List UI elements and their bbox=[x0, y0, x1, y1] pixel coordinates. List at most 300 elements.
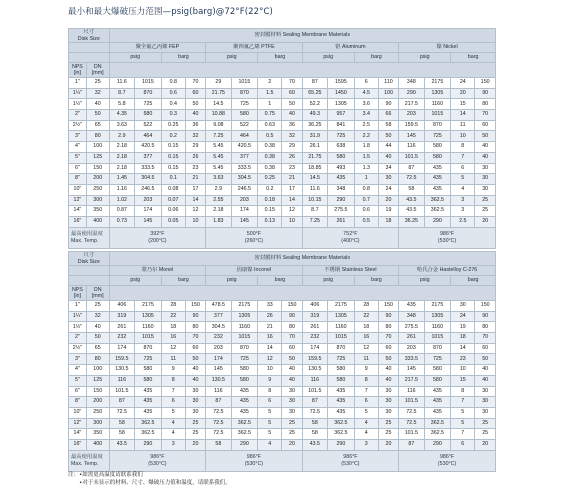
table-cell: 72.5 bbox=[206, 407, 231, 418]
dn-unit: [mm] bbox=[91, 293, 104, 299]
table-cell: 580 bbox=[328, 365, 355, 376]
table-cell: 5 bbox=[161, 407, 185, 418]
table-cell: 150 bbox=[378, 301, 398, 312]
table-cell: 11.6 bbox=[302, 184, 327, 195]
table-cell: 60 bbox=[378, 343, 398, 354]
table-cell: 3.63 bbox=[206, 174, 231, 185]
disk-size-blank bbox=[69, 266, 110, 276]
table-cell: 250 bbox=[86, 184, 109, 195]
table-cell: 725 bbox=[135, 354, 162, 365]
max-temp-value bbox=[399, 450, 496, 471]
barg-header: barg bbox=[451, 53, 496, 63]
max-temp-value bbox=[109, 227, 206, 248]
table-cell: 70 bbox=[185, 333, 205, 344]
disk-size-cn: 尺寸 bbox=[83, 29, 95, 36]
table-cell: 80 bbox=[185, 322, 205, 333]
table-cell: 159.5 bbox=[399, 120, 424, 131]
table-cell: 80 bbox=[282, 322, 302, 333]
table-cell: 17 bbox=[185, 184, 205, 195]
table-cell: 203 bbox=[135, 195, 162, 206]
table-cell: 0.5 bbox=[354, 216, 378, 227]
table-cell: 130.5 bbox=[109, 365, 134, 376]
table-cell: 1.45 bbox=[109, 174, 134, 185]
table-cell: 174 bbox=[231, 206, 258, 217]
table-cell: 580 bbox=[328, 375, 355, 386]
table-cell: 60 bbox=[185, 343, 205, 354]
table-cell: 30 bbox=[378, 174, 398, 185]
table-cell: 32 bbox=[86, 311, 109, 322]
disk-size-blank-2 bbox=[69, 276, 110, 286]
table-cell: 30 bbox=[475, 386, 496, 397]
table-cell: 1015 bbox=[135, 333, 162, 344]
table-cell: 6 bbox=[451, 439, 475, 450]
note-text-2: •对于未显示的材料、尺寸、爆破压力值和温度，请联系我们。 bbox=[79, 479, 231, 486]
table-cell: 24 bbox=[378, 184, 398, 195]
table-cell: 290 bbox=[424, 439, 451, 450]
table-cell: 0.6 bbox=[161, 88, 185, 99]
table-cell: 2175 bbox=[424, 78, 451, 89]
table-cell: 87 bbox=[302, 78, 327, 89]
dn-unit: [mm] bbox=[91, 70, 104, 76]
table-cell: 90 bbox=[185, 311, 205, 322]
table-cell: 20 bbox=[475, 216, 496, 227]
table-cell: 4.35 bbox=[109, 110, 134, 121]
table-cell: 362.5 bbox=[231, 418, 258, 429]
table-cell: 2.18 bbox=[109, 163, 134, 174]
table-cell: 44 bbox=[378, 142, 398, 153]
max-temp-f: 986°F bbox=[343, 454, 358, 461]
table-cell: 21.75 bbox=[206, 88, 231, 99]
table-cell: 5 bbox=[451, 418, 475, 429]
table-cell: 60 bbox=[282, 88, 302, 99]
max-temp-c: (530°C) bbox=[341, 460, 360, 467]
table-cell: 30 bbox=[451, 301, 475, 312]
table-cell: 2 bbox=[258, 78, 282, 89]
note-text-1: •如需更高温度请联系我们 bbox=[79, 472, 143, 478]
table-cell: 20 bbox=[475, 439, 496, 450]
table-cell: 2175 bbox=[231, 301, 258, 312]
table-cell: 203 bbox=[231, 195, 258, 206]
table-cell: 110 bbox=[378, 78, 398, 89]
table-cell: 5 bbox=[258, 407, 282, 418]
table-cell: 6" bbox=[69, 163, 87, 174]
table-cell: 435 bbox=[231, 386, 258, 397]
table-cell: 125 bbox=[86, 152, 109, 163]
table-cell: 0.25 bbox=[258, 174, 282, 185]
dn-label: DN bbox=[93, 286, 102, 293]
table-cell: 20 bbox=[451, 88, 475, 99]
table-cell: 10.88 bbox=[206, 110, 231, 121]
table-cell: 40 bbox=[475, 375, 496, 386]
table-cell: 348 bbox=[399, 78, 424, 89]
table-cell: 350 bbox=[86, 429, 109, 440]
table-cell: 870 bbox=[135, 343, 162, 354]
table-cell: 8 bbox=[161, 375, 185, 386]
table-cell: 6 bbox=[161, 397, 185, 408]
table-cell: 7.25 bbox=[302, 216, 327, 227]
table-cell: 2.5 bbox=[354, 120, 378, 131]
table-cell: 116 bbox=[206, 386, 231, 397]
dn-header bbox=[86, 286, 109, 301]
membrane-header: 密封膜材料 Sealing Membrane Materials bbox=[109, 29, 495, 43]
table-cell: 18 bbox=[451, 333, 475, 344]
table-cell: 25 bbox=[475, 206, 496, 217]
table-cell: 28 bbox=[354, 301, 378, 312]
table-cell: 14 bbox=[282, 195, 302, 206]
table-cell: 30 bbox=[378, 407, 398, 418]
table-cell: 2" bbox=[69, 333, 87, 344]
table-cell: 10" bbox=[69, 407, 87, 418]
max-temp-c: (530°C) bbox=[244, 460, 264, 467]
table-cell: 17 bbox=[282, 184, 302, 195]
table-cell: 30 bbox=[282, 397, 302, 408]
table-cell: 16 bbox=[354, 333, 378, 344]
table-cell: 12 bbox=[354, 343, 378, 354]
table-cell: 150 bbox=[475, 301, 496, 312]
table-cell: 11 bbox=[354, 354, 378, 365]
table-cell: 50 bbox=[282, 99, 302, 110]
table-cell: 159.5 bbox=[302, 354, 327, 365]
table-cell: 30 bbox=[378, 397, 398, 408]
table-cell: 4" bbox=[69, 142, 87, 153]
table-cell: 40 bbox=[282, 375, 302, 386]
table-cell: 6" bbox=[69, 386, 87, 397]
table-cell: 12 bbox=[161, 343, 185, 354]
table-cell: 80 bbox=[378, 322, 398, 333]
table-cell: 50 bbox=[378, 354, 398, 365]
table-cell: 1160 bbox=[424, 322, 451, 333]
disk-size-header bbox=[69, 252, 110, 266]
table-cell: 0.38 bbox=[258, 142, 282, 153]
nps-unit: [in] bbox=[73, 70, 81, 76]
table-cell: 30 bbox=[282, 386, 302, 397]
max-temp-c: (260°C) bbox=[244, 237, 264, 244]
max-temp-value bbox=[109, 450, 206, 471]
table-cell: 870 bbox=[231, 343, 258, 354]
range-blank bbox=[109, 63, 495, 78]
table-cell: 80 bbox=[86, 354, 109, 365]
table-cell: 362.5 bbox=[424, 206, 451, 217]
table-cell: 870 bbox=[135, 88, 162, 99]
table-cell: 6 bbox=[451, 163, 475, 174]
table-row bbox=[69, 333, 496, 344]
table-cell: 12 bbox=[185, 206, 205, 217]
table-cell: 14" bbox=[69, 206, 87, 217]
table-cell: 26.1 bbox=[302, 142, 327, 153]
table-cell: 20 bbox=[378, 195, 398, 206]
table-cell: 0.38 bbox=[258, 152, 282, 163]
table-cell: 90 bbox=[378, 311, 398, 322]
table-cell: 435 bbox=[424, 397, 451, 408]
table-cell: 8 bbox=[258, 386, 282, 397]
table-cell: 24 bbox=[451, 311, 475, 322]
table-cell: 50 bbox=[475, 354, 496, 365]
table-cell: 203 bbox=[399, 110, 424, 121]
table-cell: 0.08 bbox=[161, 184, 185, 195]
table-cell: 1.5 bbox=[258, 88, 282, 99]
table-cell: 12" bbox=[69, 418, 87, 429]
table-cell: 36.25 bbox=[399, 216, 424, 227]
table-cell: 40 bbox=[475, 365, 496, 376]
psig-header: psig bbox=[302, 53, 354, 63]
table-cell: 5" bbox=[69, 375, 87, 386]
table-cell: 0.5 bbox=[258, 131, 282, 142]
table-cell: 435 bbox=[135, 407, 162, 418]
table-cell: 3 bbox=[161, 439, 185, 450]
table-cell: 101.5 bbox=[399, 397, 424, 408]
table-cell: 493 bbox=[328, 163, 355, 174]
table-cell: 2175 bbox=[135, 301, 162, 312]
nps-label: NPS bbox=[71, 63, 83, 70]
table-cell: 58 bbox=[109, 429, 134, 440]
max-temp-en: Max. Temp. bbox=[71, 237, 99, 244]
table-cell: 333.5 bbox=[231, 163, 258, 174]
table-cell: 362.5 bbox=[424, 429, 451, 440]
psig-header: psig bbox=[302, 276, 354, 286]
table-cell: 7.25 bbox=[206, 131, 231, 142]
table-cell: 203 bbox=[399, 343, 424, 354]
table-cell: 23 bbox=[185, 163, 205, 174]
table-cell: 25 bbox=[475, 429, 496, 440]
table-cell: 5 bbox=[451, 174, 475, 185]
table-cell: 333.5 bbox=[399, 354, 424, 365]
table-cell: 65.25 bbox=[302, 88, 327, 99]
table-cell: 40 bbox=[185, 365, 205, 376]
max-temp-value bbox=[302, 227, 399, 248]
table-cell: 0.2 bbox=[258, 184, 282, 195]
material-header: 哈氏合金 Hastelloy C-276 bbox=[399, 266, 496, 276]
table-cell: 23 bbox=[282, 163, 302, 174]
table-cell: 32 bbox=[282, 131, 302, 142]
table-cell: 1 bbox=[258, 99, 282, 110]
table-cell: 11 bbox=[451, 120, 475, 131]
table-cell: 377 bbox=[135, 152, 162, 163]
table-cell: 32 bbox=[86, 88, 109, 99]
table-cell: 1015 bbox=[328, 333, 355, 344]
table-cell: 1015 bbox=[424, 333, 451, 344]
table-cell: 174 bbox=[206, 354, 231, 365]
table-cell: 0.07 bbox=[161, 195, 185, 206]
table-cell: 31.9 bbox=[302, 131, 327, 142]
notes bbox=[68, 472, 231, 487]
table-cell: 290 bbox=[399, 88, 424, 99]
barg-header: barg bbox=[258, 276, 302, 286]
material-header: 镍 Nickel bbox=[399, 43, 496, 53]
table-cell: 0.38 bbox=[258, 163, 282, 174]
table-cell: 22 bbox=[161, 311, 185, 322]
max-temp-f: 500°F bbox=[246, 231, 261, 238]
table-cell: 5.8 bbox=[109, 99, 134, 110]
table-cell: 304.5 bbox=[231, 174, 258, 185]
table-cell: 1305 bbox=[424, 88, 451, 99]
table-cell: 2175 bbox=[328, 301, 355, 312]
table-cell: 290 bbox=[328, 195, 355, 206]
table-cell: 72.5 bbox=[399, 174, 424, 185]
table-cell: 23 bbox=[451, 354, 475, 365]
table-cell: 522 bbox=[231, 120, 258, 131]
table-cell: 25 bbox=[282, 429, 302, 440]
table-cell: 14 bbox=[258, 343, 282, 354]
disk-size-en: Disk Size bbox=[77, 35, 100, 42]
table-cell: 406 bbox=[109, 301, 134, 312]
table-cell: 3 bbox=[354, 439, 378, 450]
page-title: 最小和最大爆破压力范围—psig(barg)@72°F(22°C) bbox=[68, 7, 273, 17]
table-cell: 362.5 bbox=[424, 195, 451, 206]
table-cell: 4.5 bbox=[354, 88, 378, 99]
table-cell: 6 bbox=[258, 397, 282, 408]
table-cell: 50 bbox=[282, 354, 302, 365]
table-cell: 58 bbox=[378, 120, 398, 131]
table-cell: 19 bbox=[451, 322, 475, 333]
dn-label: DN bbox=[93, 63, 102, 70]
table-cell: 725 bbox=[424, 354, 451, 365]
table-cell: 10 bbox=[258, 365, 282, 376]
max-temp-f: 986°F bbox=[150, 454, 165, 461]
table-cell: 1015 bbox=[424, 110, 451, 121]
table-row bbox=[69, 386, 496, 397]
table-cell: 406 bbox=[302, 301, 327, 312]
table-cell: 33 bbox=[258, 301, 282, 312]
table-cell: 6 bbox=[354, 78, 378, 89]
table-cell: 87 bbox=[109, 397, 134, 408]
table-row bbox=[69, 354, 496, 365]
table-cell: 25 bbox=[185, 429, 205, 440]
table-cell: 0.73 bbox=[109, 216, 134, 227]
table-cell: 58 bbox=[302, 418, 327, 429]
psig-header: psig bbox=[109, 276, 161, 286]
table-cell: 435 bbox=[424, 386, 451, 397]
table-cell: 3 bbox=[451, 195, 475, 206]
table-cell: 261 bbox=[109, 322, 134, 333]
table-cell: 1015 bbox=[231, 333, 258, 344]
table-cell: 0.15 bbox=[161, 152, 185, 163]
table-cell: 40 bbox=[282, 365, 302, 376]
table-cell: 20 bbox=[378, 439, 398, 450]
nps-header bbox=[69, 286, 87, 301]
table-cell: 40 bbox=[378, 152, 398, 163]
table-cell: 9 bbox=[354, 365, 378, 376]
table-cell: 25 bbox=[378, 429, 398, 440]
table-cell: 21 bbox=[282, 174, 302, 185]
table-cell: 25 bbox=[86, 78, 109, 89]
table-cell: 49.3 bbox=[302, 110, 327, 121]
table-cell: 40 bbox=[475, 142, 496, 153]
table-cell: 43.5 bbox=[399, 195, 424, 206]
table-cell: 15 bbox=[451, 99, 475, 110]
table-cell: 12 bbox=[282, 206, 302, 217]
table-cell: 1305 bbox=[135, 311, 162, 322]
table-cell: 58 bbox=[399, 184, 424, 195]
table-cell: 435 bbox=[424, 174, 451, 185]
table-cell: 7 bbox=[354, 386, 378, 397]
psig-header: psig bbox=[206, 276, 258, 286]
table-cell: 1¼" bbox=[69, 311, 87, 322]
table-cell: 362.5 bbox=[424, 418, 451, 429]
table-cell: 300 bbox=[86, 195, 109, 206]
table-cell: 870 bbox=[424, 343, 451, 354]
disk-size-en: Disk Size bbox=[77, 258, 100, 265]
table-cell: 348 bbox=[399, 311, 424, 322]
table-cell: 50 bbox=[475, 131, 496, 142]
table-cell: 1.3 bbox=[354, 163, 378, 174]
table-cell: 362.5 bbox=[135, 418, 162, 429]
table-cell: 40 bbox=[185, 110, 205, 121]
table-cell: 350 bbox=[86, 206, 109, 217]
material-header: 因康镍 Inconel bbox=[206, 266, 303, 276]
table-cell: 0.87 bbox=[109, 206, 134, 217]
table-cell: 8 bbox=[354, 375, 378, 386]
table-cell: 4 bbox=[161, 418, 185, 429]
table-row bbox=[69, 301, 496, 312]
table-cell: 2.9 bbox=[206, 184, 231, 195]
table-cell: 100 bbox=[378, 88, 398, 99]
table-cell: 60 bbox=[475, 343, 496, 354]
table-cell: 0.15 bbox=[161, 142, 185, 153]
note-prefix: 注： bbox=[68, 472, 80, 478]
psig-header: psig bbox=[399, 276, 451, 286]
table-cell: 1¼" bbox=[69, 88, 87, 99]
table-cell: 8" bbox=[69, 174, 87, 185]
table-cell: 8 bbox=[451, 386, 475, 397]
table-row bbox=[69, 110, 496, 121]
table-row bbox=[69, 216, 496, 227]
table-cell: 2½" bbox=[69, 343, 87, 354]
dn-header bbox=[86, 63, 109, 78]
max-temp-cn: 最高使用温度 bbox=[71, 454, 103, 461]
table-cell: 580 bbox=[231, 365, 258, 376]
table-cell: 72.5 bbox=[206, 418, 231, 429]
table-cell: 200 bbox=[86, 397, 109, 408]
table-cell: 0.25 bbox=[161, 120, 185, 131]
table-cell: 725 bbox=[231, 354, 258, 365]
table-cell: 435 bbox=[231, 397, 258, 408]
table-cell: 0.18 bbox=[258, 195, 282, 206]
table-cell: 1 bbox=[354, 174, 378, 185]
table-cell: 30 bbox=[475, 397, 496, 408]
table-cell: 16" bbox=[69, 439, 87, 450]
table-cell: 2.5 bbox=[451, 216, 475, 227]
table-cell: 7 bbox=[451, 397, 475, 408]
table-cell: 130.5 bbox=[206, 375, 231, 386]
table-cell: 26 bbox=[282, 152, 302, 163]
table-cell: 145 bbox=[206, 365, 231, 376]
table-cell: 8 bbox=[451, 142, 475, 153]
table-cell: 5 bbox=[258, 429, 282, 440]
max-temp-cn: 最高使用温度 bbox=[71, 231, 103, 238]
table-cell: 18 bbox=[161, 322, 185, 333]
table-cell: 0.3 bbox=[161, 110, 185, 121]
note-line-2 bbox=[68, 480, 231, 488]
table-cell: 72.5 bbox=[109, 407, 134, 418]
table-cell: 246.5 bbox=[135, 184, 162, 195]
table-row bbox=[69, 322, 496, 333]
table-cell: 464 bbox=[231, 131, 258, 142]
table-cell: 725 bbox=[231, 99, 258, 110]
table-cell: 0.75 bbox=[258, 110, 282, 121]
table-row bbox=[69, 174, 496, 185]
table-cell: 80 bbox=[475, 322, 496, 333]
table-cell: 3 bbox=[451, 206, 475, 217]
table-cell: 1.5 bbox=[354, 152, 378, 163]
table-cell: 580 bbox=[328, 152, 355, 163]
table-cell: 40 bbox=[378, 365, 398, 376]
table-cell: 1.16 bbox=[109, 184, 134, 195]
table-row bbox=[69, 407, 496, 418]
psig-header: psig bbox=[399, 53, 451, 63]
table-cell: 60 bbox=[475, 120, 496, 131]
table-cell: 14.5 bbox=[302, 174, 327, 185]
table-cell: 0.63 bbox=[258, 120, 282, 131]
